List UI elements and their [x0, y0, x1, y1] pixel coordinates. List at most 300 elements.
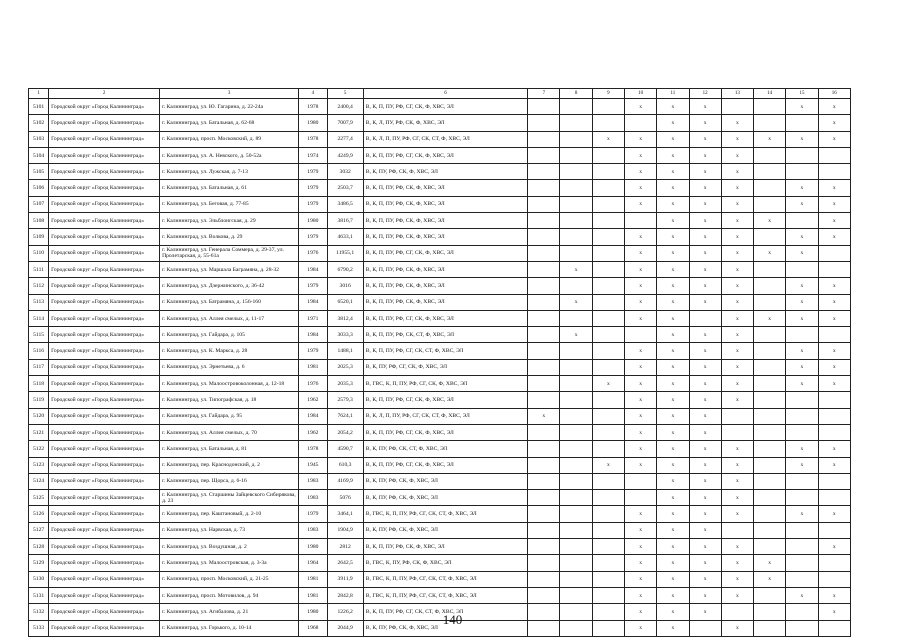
mark-cell — [528, 147, 560, 163]
mark-cell: x — [657, 392, 689, 408]
mark-cell: x — [754, 555, 786, 571]
address-cell: г. Калининград, ул. Типографская, д. 18 — [160, 392, 299, 408]
mark-cell — [689, 310, 721, 326]
mark-cell: x — [754, 571, 786, 587]
area-cell: 1904,9 — [327, 522, 363, 538]
works-cell: В, К, П, ПУ, РФ, СК, Ф, ХВС, ЭЛ — [363, 294, 527, 310]
column-number: 9 — [592, 89, 624, 99]
table-row — [29, 310, 851, 326]
mark-cell: x — [624, 424, 656, 440]
district-cell: Городской округ «Город Калининград» — [49, 359, 160, 375]
mark-cell: x — [689, 604, 721, 620]
area-cell: 4169,9 — [327, 473, 363, 489]
mark-cell: x — [624, 294, 656, 310]
mark-cell: x — [721, 457, 753, 473]
row-number: 5117 — [29, 359, 49, 375]
year-cell: 1984 — [299, 294, 327, 310]
district-cell: Городской округ «Город Калининград» — [49, 490, 160, 506]
district-cell: Городской округ «Город Калининград» — [49, 147, 160, 163]
mark-cell: x — [657, 441, 689, 457]
mark-cell: x — [721, 587, 753, 603]
mark-cell: x — [818, 587, 850, 603]
mark-cell — [818, 555, 850, 571]
works-cell: В, К, Л, П, ПУ, РФ, СГ, СК, СТ, Ф, ХВС, ЭЛ — [363, 408, 527, 424]
works-cell: В, К, Л, П, ПУ, РФ, СГ, СК, СТ, Ф, ХВС, ЭЛ — [363, 131, 527, 147]
mark-cell — [528, 587, 560, 603]
mark-cell: x — [818, 213, 850, 229]
mark-cell: x — [528, 408, 560, 424]
mark-cell — [754, 147, 786, 163]
mark-cell: x — [657, 376, 689, 392]
area-cell: 3464,1 — [327, 506, 363, 522]
mark-cell: x — [689, 180, 721, 196]
mark-cell: x — [721, 571, 753, 587]
address-cell: г. Калининград, ул. Малоостровоколонная, д. 12-18 — [160, 376, 299, 392]
row-number: 5113 — [29, 294, 49, 310]
table-row — [29, 327, 851, 343]
mark-cell — [818, 522, 850, 538]
mark-cell — [560, 164, 592, 180]
mark-cell — [592, 278, 624, 294]
mark-cell — [560, 490, 592, 506]
district-cell: Городской округ «Город Калининград» — [49, 555, 160, 571]
mark-cell: x — [689, 245, 721, 261]
area-cell: 2400,4 — [327, 99, 363, 115]
year-cell: 1976 — [299, 245, 327, 261]
address-cell: г. Калининград, ул. Батрамяна, д. 156-160 — [160, 294, 299, 310]
table-row — [29, 343, 851, 359]
mark-cell — [528, 245, 560, 261]
address-cell: г. Калининград, ул. Аллея смелых, д. 11-17 — [160, 310, 299, 326]
mark-cell: x — [657, 229, 689, 245]
address-cell: г. Калининград, ул. Гайдара, д. 105 — [160, 327, 299, 343]
mark-cell: x — [624, 99, 656, 115]
district-cell: Городской округ «Город Калининград» — [49, 539, 160, 555]
mark-cell — [818, 261, 850, 277]
mark-cell: x — [818, 115, 850, 131]
mark-cell — [592, 587, 624, 603]
mark-cell — [528, 115, 560, 131]
year-cell: 1984 — [299, 261, 327, 277]
mark-cell — [786, 392, 818, 408]
mark-cell — [528, 555, 560, 571]
table-row — [29, 278, 851, 294]
mark-cell — [786, 327, 818, 343]
works-cell: В, ГВС, К, П, ПУ, РФ, СГ, СК, СТ, Ф, ХВС, ЭЛ — [363, 506, 527, 522]
mark-cell: x — [721, 180, 753, 196]
mark-cell: x — [818, 180, 850, 196]
area-cell: 2642,5 — [327, 555, 363, 571]
mark-cell — [528, 213, 560, 229]
mark-cell: x — [624, 604, 656, 620]
works-cell: В, К, ПУ, РФ, СК, Ф, ХВС, ЭЛ — [363, 473, 527, 489]
mark-cell: x — [624, 457, 656, 473]
area-cell: 3032 — [327, 164, 363, 180]
works-cell: В, К, ПУ, РФ, СК, Ф, ХВС, ЭЛ — [363, 522, 527, 538]
area-cell: 11955,1 — [327, 245, 363, 261]
mark-cell — [754, 115, 786, 131]
mark-cell: x — [721, 245, 753, 261]
mark-cell — [592, 245, 624, 261]
works-cell: В, К, П, ПУ, РФ, СГ, СК, Ф, ХВС, ЭЛ — [363, 310, 527, 326]
year-cell: 1964 — [299, 555, 327, 571]
district-cell: Городской округ «Город Калининград» — [49, 327, 160, 343]
mark-cell — [818, 490, 850, 506]
mark-cell — [560, 376, 592, 392]
district-cell: Городской округ «Город Калининград» — [49, 245, 160, 261]
mark-cell: x — [786, 294, 818, 310]
table-row — [29, 408, 851, 424]
table-row — [29, 359, 851, 375]
year-cell: 1979 — [299, 196, 327, 212]
mark-cell: x — [624, 278, 656, 294]
mark-cell: x — [721, 359, 753, 375]
year-cell: 1979 — [299, 343, 327, 359]
row-number: 5105 — [29, 164, 49, 180]
mark-cell: x — [818, 457, 850, 473]
year-cell: 1976 — [299, 376, 327, 392]
mark-cell: x — [786, 441, 818, 457]
address-cell: г. Калининград, ул. Батальная, д. 62-68 — [160, 115, 299, 131]
mark-cell: x — [657, 245, 689, 261]
works-cell: В, К, П, ПУ, РФ, СК, Ф, ХВС, ЭЛ — [363, 196, 527, 212]
address-cell: г. Калининград, пер. Щорса, д. 6-16 — [160, 473, 299, 489]
mark-cell — [528, 441, 560, 457]
mark-cell — [560, 392, 592, 408]
table-body — [29, 89, 851, 637]
mark-cell — [528, 180, 560, 196]
mark-cell — [528, 392, 560, 408]
row-number: 5131 — [29, 587, 49, 603]
mark-cell: x — [657, 555, 689, 571]
year-cell: 1981 — [299, 571, 327, 587]
address-cell: г. Калининград, ул. Маршала Баграмяна, д. 28-32 — [160, 261, 299, 277]
district-cell: Городской округ «Город Калининград» — [49, 261, 160, 277]
mark-cell: x — [721, 164, 753, 180]
mark-cell — [754, 359, 786, 375]
address-cell: г. Калининград, ул. Гайдара, д. 95 — [160, 408, 299, 424]
row-number: 5112 — [29, 278, 49, 294]
mark-cell: x — [624, 555, 656, 571]
table-row — [29, 99, 851, 115]
year-cell: 1983 — [299, 473, 327, 489]
mark-cell: x — [624, 571, 656, 587]
mark-cell — [528, 490, 560, 506]
mark-cell: x — [786, 196, 818, 212]
district-cell: Городской округ «Город Калининград» — [49, 620, 160, 636]
works-cell: В, К, П, ПУ, РФ, СГ, СК, СТ, Ф, ХВС, ЭЛ — [363, 343, 527, 359]
area-cell: 2025,3 — [327, 359, 363, 375]
mark-cell: x — [786, 245, 818, 261]
mark-cell — [592, 310, 624, 326]
mark-cell: x — [689, 164, 721, 180]
mark-cell — [528, 164, 560, 180]
area-cell: 1226,2 — [327, 604, 363, 620]
area-cell: 6520,1 — [327, 294, 363, 310]
mark-cell: x — [721, 261, 753, 277]
area-cell: 6790,2 — [327, 261, 363, 277]
address-cell: г. Калининград, ул. Горького, д. 10-14 — [160, 620, 299, 636]
mark-cell: x — [754, 131, 786, 147]
mark-cell: x — [786, 506, 818, 522]
mark-cell: x — [592, 457, 624, 473]
mark-cell — [592, 327, 624, 343]
table-row — [29, 392, 851, 408]
district-cell: Городской округ «Город Калининград» — [49, 310, 160, 326]
mark-cell: x — [818, 343, 850, 359]
year-cell: 1974 — [299, 147, 327, 163]
row-number: 5109 — [29, 229, 49, 245]
mark-cell: x — [689, 359, 721, 375]
mark-cell: x — [689, 506, 721, 522]
table-row — [29, 376, 851, 392]
address-cell: г. Калининград, ул. Старшины Зайцевского Сибирякова, д. 23 — [160, 490, 299, 506]
table-row — [29, 213, 851, 229]
year-cell: 1978 — [299, 441, 327, 457]
mark-cell: x — [689, 147, 721, 163]
mark-cell — [786, 424, 818, 440]
mark-cell: x — [721, 343, 753, 359]
address-cell: г. Калининград, ул. К. Маркса, д. 28 — [160, 343, 299, 359]
table-row — [29, 294, 851, 310]
mark-cell: x — [657, 278, 689, 294]
row-number: 5101 — [29, 99, 49, 115]
table-row — [29, 473, 851, 489]
mark-cell: x — [657, 196, 689, 212]
district-cell: Городской округ «Город Калининград» — [49, 343, 160, 359]
area-cell: 4249,9 — [327, 147, 363, 163]
mark-cell: x — [721, 473, 753, 489]
mark-cell — [754, 229, 786, 245]
mark-cell: x — [689, 376, 721, 392]
row-number: 5102 — [29, 115, 49, 131]
district-cell: Городской округ «Город Калининград» — [49, 99, 160, 115]
mark-cell: x — [624, 587, 656, 603]
table-row — [29, 506, 851, 522]
table-row — [29, 115, 851, 131]
table-row — [29, 424, 851, 440]
mark-cell: x — [689, 490, 721, 506]
address-cell: г. Калининград, ул. А. Невского, д. 50-52а — [160, 147, 299, 163]
mark-cell — [592, 196, 624, 212]
mark-cell — [528, 473, 560, 489]
works-cell: В, ГВС, К, П, ПУ, РФ, СГ, СК, Ф, ХВС, ЭЛ — [363, 376, 527, 392]
works-cell: В, К, ПУ, РФ, СГ, СК, Ф, ХВС, ЭЛ — [363, 359, 527, 375]
area-cell: 3812,4 — [327, 310, 363, 326]
mark-cell — [818, 392, 850, 408]
area-cell: 3911,9 — [327, 571, 363, 587]
area-cell: 4633,1 — [327, 229, 363, 245]
mark-cell: x — [624, 620, 656, 636]
address-cell: г. Калининград, ул. Батальная, д. 61 — [160, 180, 299, 196]
works-cell: В, ГВС, К, ПУ, РФ, СК, Ф, ХВС, ЭЛ — [363, 555, 527, 571]
column-number: 7 — [528, 89, 560, 99]
mark-cell: x — [818, 196, 850, 212]
mark-cell: x — [721, 131, 753, 147]
mark-cell: x — [786, 180, 818, 196]
mark-cell — [592, 294, 624, 310]
mark-cell: x — [818, 229, 850, 245]
district-cell: Городской округ «Город Калининград» — [49, 522, 160, 538]
mark-cell: x — [818, 131, 850, 147]
mark-cell: x — [786, 457, 818, 473]
works-cell: В, К, П, ПУ, РФ, СГ, СК, Ф, ХВС, ЭЛ — [363, 147, 527, 163]
mark-cell — [818, 147, 850, 163]
mark-cell — [592, 115, 624, 131]
works-cell: В, ГВС, К, П, ПУ, РФ, СГ, СК, СТ, Ф, ХВС, ЭЛ — [363, 571, 527, 587]
mark-cell: x — [657, 408, 689, 424]
table-row — [29, 261, 851, 277]
mark-cell — [754, 522, 786, 538]
mark-cell — [592, 506, 624, 522]
works-cell: В, К, П, ПУ, РФ, СГ, СК, Ф, ХВС, ЭЛ — [363, 392, 527, 408]
mark-cell: x — [786, 376, 818, 392]
mark-cell — [560, 229, 592, 245]
mark-cell — [624, 490, 656, 506]
works-cell: В, К, П, ПУ, РФ, СК, Ф, ХВС, ЭЛ — [363, 229, 527, 245]
mark-cell — [818, 473, 850, 489]
mark-cell — [592, 408, 624, 424]
mark-cell — [560, 408, 592, 424]
district-cell: Городской округ «Город Калининград» — [49, 115, 160, 131]
column-number-row — [29, 89, 851, 99]
mark-cell: x — [818, 359, 850, 375]
mark-cell: x — [657, 180, 689, 196]
row-number: 5103 — [29, 131, 49, 147]
mark-cell: x — [689, 131, 721, 147]
mark-cell: x — [624, 147, 656, 163]
mark-cell: x — [689, 408, 721, 424]
mark-cell: x — [721, 327, 753, 343]
works-cell: В, К, П, ПУ, РФ, СГ, СК, Ф, ХВС, ЭЛ — [363, 245, 527, 261]
area-cell: 2579,3 — [327, 392, 363, 408]
mark-cell: x — [657, 457, 689, 473]
mark-cell: x — [721, 229, 753, 245]
mark-cell: x — [721, 196, 753, 212]
mark-cell: x — [624, 441, 656, 457]
row-number: 5118 — [29, 376, 49, 392]
mark-cell — [560, 587, 592, 603]
mark-cell — [560, 310, 592, 326]
table-row — [29, 147, 851, 163]
mark-cell: x — [624, 522, 656, 538]
mark-cell — [592, 392, 624, 408]
page-number: 140 — [442, 612, 463, 627]
district-cell: Городской округ «Город Калининград» — [49, 180, 160, 196]
table-row — [29, 245, 851, 261]
mark-cell: x — [818, 441, 850, 457]
mark-cell — [560, 571, 592, 587]
mark-cell: x — [786, 359, 818, 375]
mark-cell — [528, 522, 560, 538]
mark-cell — [754, 180, 786, 196]
mark-cell: x — [721, 213, 753, 229]
mark-cell: x — [624, 408, 656, 424]
area-cell: 7624,1 — [327, 408, 363, 424]
row-number: 5132 — [29, 604, 49, 620]
mark-cell — [754, 457, 786, 473]
district-cell: Городской округ «Город Калининград» — [49, 376, 160, 392]
mark-cell — [754, 261, 786, 277]
mark-cell: x — [818, 604, 850, 620]
mark-cell — [786, 408, 818, 424]
mark-cell: x — [624, 164, 656, 180]
district-cell: Городской округ «Город Калининград» — [49, 506, 160, 522]
mark-cell — [721, 99, 753, 115]
mark-cell — [592, 571, 624, 587]
year-cell: 1978 — [299, 99, 327, 115]
column-number: 11 — [657, 89, 689, 99]
district-cell: Городской округ «Город Калининград» — [49, 278, 160, 294]
year-cell: 1962 — [299, 392, 327, 408]
row-number: 5123 — [29, 457, 49, 473]
mark-cell: x — [754, 213, 786, 229]
area-cell: 4590,7 — [327, 441, 363, 457]
column-number: 15 — [786, 89, 818, 99]
table-row — [29, 131, 851, 147]
table-row — [29, 539, 851, 555]
mark-cell: x — [657, 327, 689, 343]
address-cell: г. Калининград, ул. Лужская, д. 7-13 — [160, 164, 299, 180]
mark-cell: x — [689, 115, 721, 131]
works-cell: В, К, П, ПУ, РФ, СК, Ф, ХВС, ЭЛ — [363, 180, 527, 196]
mark-cell — [754, 392, 786, 408]
year-cell: 1980 — [299, 115, 327, 131]
mark-cell — [754, 441, 786, 457]
district-cell: Городской округ «Город Калининград» — [49, 604, 160, 620]
area-cell: 3016 — [327, 278, 363, 294]
area-cell: 2503,7 — [327, 180, 363, 196]
mark-cell — [786, 490, 818, 506]
mark-cell — [754, 424, 786, 440]
mark-cell: x — [786, 278, 818, 294]
mark-cell: x — [689, 522, 721, 538]
works-cell: В, К, П, ПУ, РФ, СК, Ф, ХВС, ЭЛ — [363, 213, 527, 229]
row-number: 5111 — [29, 261, 49, 277]
mark-cell: x — [721, 115, 753, 131]
mark-cell: x — [592, 131, 624, 147]
works-cell: В, К, П, ПУ, РФ, СК, Ф, ХВС, ЭЛ — [363, 278, 527, 294]
year-cell: 1983 — [299, 490, 327, 506]
mark-cell: x — [721, 310, 753, 326]
table-row — [29, 164, 851, 180]
mark-cell: x — [689, 424, 721, 440]
column-number: 13 — [721, 89, 753, 99]
works-cell: В, К, П, ПУ, РФ, СГ, СК, Ф, ХВС, ЭЛ — [363, 457, 527, 473]
row-number: 5104 — [29, 147, 49, 163]
mark-cell — [560, 180, 592, 196]
mark-cell: x — [657, 115, 689, 131]
mark-cell: x — [689, 457, 721, 473]
mark-cell: x — [624, 229, 656, 245]
mark-cell: x — [689, 294, 721, 310]
mark-cell — [560, 555, 592, 571]
mark-cell: x — [786, 99, 818, 115]
mark-cell — [560, 278, 592, 294]
row-number: 5122 — [29, 441, 49, 457]
area-cell: 2277,4 — [327, 131, 363, 147]
row-number: 5124 — [29, 473, 49, 489]
works-cell: В, К, ПУ, РФ, СК, Ф, ХВС, ЭЛ — [363, 620, 527, 636]
mark-cell: x — [754, 310, 786, 326]
mark-cell — [754, 278, 786, 294]
mark-cell: x — [624, 359, 656, 375]
mark-cell: x — [657, 473, 689, 489]
district-cell: Городской округ «Город Калининград» — [49, 213, 160, 229]
mark-cell — [592, 424, 624, 440]
mark-cell — [592, 490, 624, 506]
mark-cell — [721, 408, 753, 424]
